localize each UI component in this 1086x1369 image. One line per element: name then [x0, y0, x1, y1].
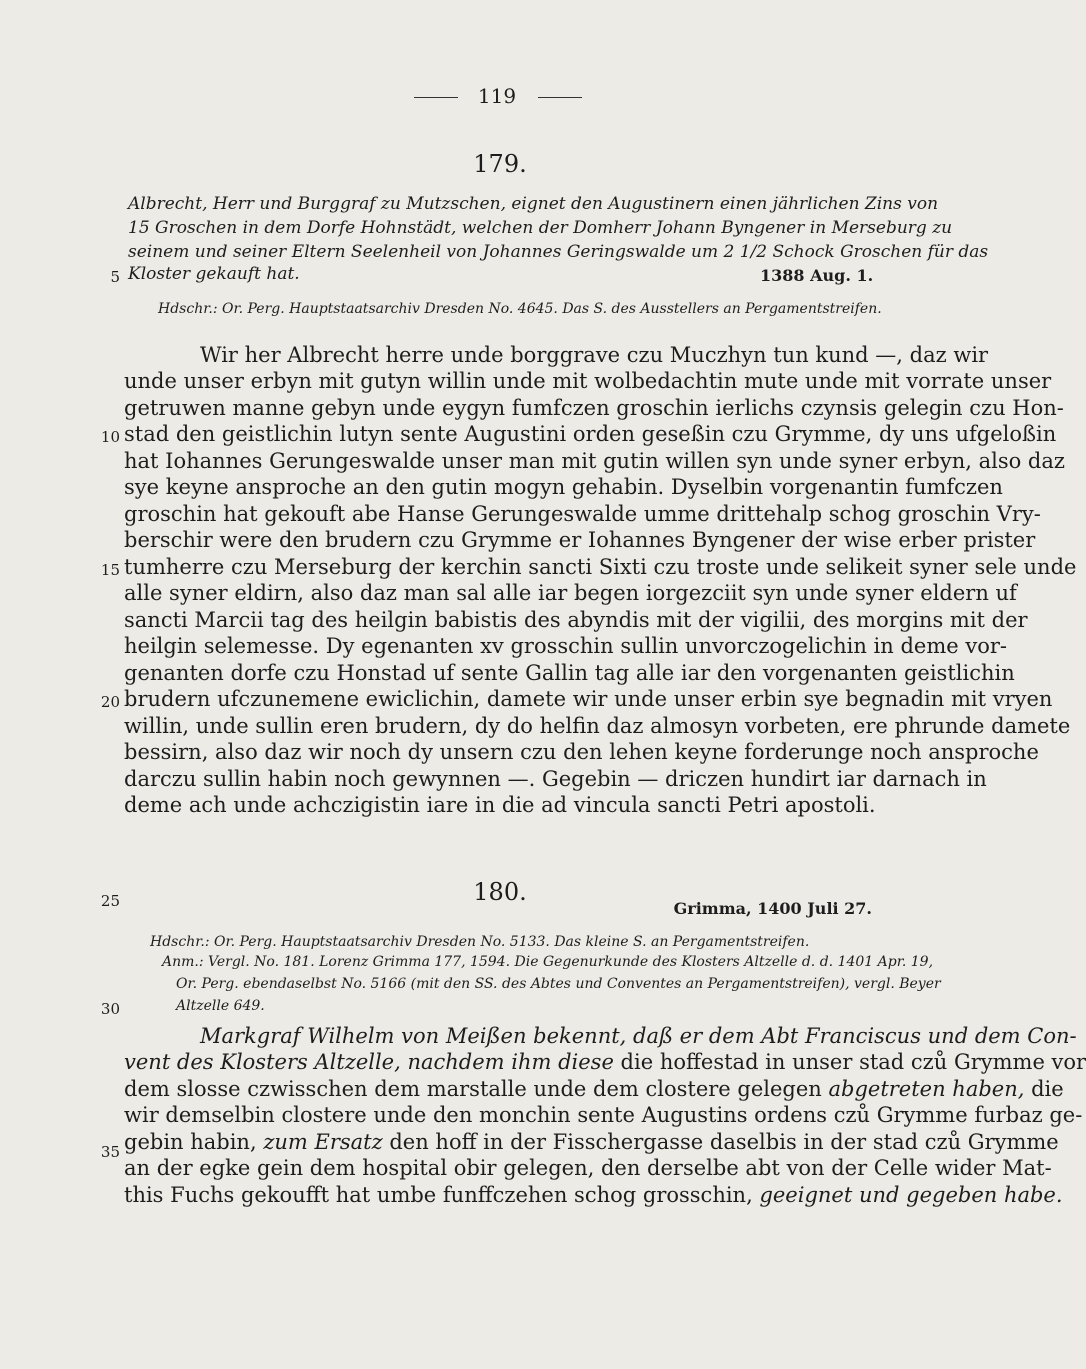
text-line: deme ach unde achczigistin iare in die ad vincula sancti Petri apostoli.	[124, 793, 876, 817]
regest-line-1: Albrecht, Herr und Burggraf zu Mutzschen, eignet den Augustinern einen jährlichen Zins von	[128, 194, 939, 214]
text-line: sancti Marcii tag des heilgin babistis des abyndis mit der vigilii, des morgins mit der	[124, 608, 1028, 632]
text-line: groschin hat gekouft abe Hanse Gerungeswalde umme drittehalp schog groschin Vry-	[124, 502, 1041, 526]
source-note-179: Hdschr.: Or. Perg. Hauptstaatsarchiv Dresden No. 4645. Das S. des Ausstellers an Pergamentstreifen.	[158, 301, 882, 317]
roman-span: wir demselbin clostere unde den monchin sente Augustins ordens czů Grymme furbaz ge-	[124, 1103, 1083, 1127]
text-line	[200, 1024, 1077, 1048]
document-date-179: 1388 Aug. 1.	[760, 266, 874, 285]
text-line	[124, 1103, 1083, 1127]
text-line: sye keyne ansproche an den gutin mogyn gehabin. Dyselbin vorgenantin fumfczen	[124, 475, 1003, 499]
roman-span: die hoffestad in unser stad czů Grymme vor	[613, 1050, 1086, 1074]
italic-span: Markgraf Wilhelm von Meißen bekennt, daß er dem Abt Franciscus und dem Con-	[200, 1024, 1077, 1048]
regest-line-3: seinem und seiner Eltern Seelenheil von Johannes Geringswalde um 2 1/2 Schock Groschen für das	[128, 242, 989, 262]
source-note-180-line: Altzelle 649.	[176, 998, 265, 1014]
text-line: getruwen manne gebyn unde eygyn fumfczen groschin ierlichs czynsis gelegin czu Hon-	[124, 396, 1064, 420]
page-number: 119	[477, 84, 517, 108]
roman-span: an der egke gein dem hospital obir gelegen, den derselbe abt von der Celle wider Mat-	[124, 1156, 1052, 1180]
source-note-180-line: Anm.: Vergl. No. 181. Lorenz Grimma 177, 1594. Die Gegenurkunde des Klosters Altzelle d. d. 1401 Apr. 19,	[162, 954, 934, 970]
italic-span: zum Ersatz	[263, 1130, 383, 1154]
regest-line-4: Kloster gekauft hat.	[128, 264, 300, 284]
text-line: stad den geistlichin lutyn sente Augustini orden geseßin czu Grymme, dy uns ufgeloßin	[124, 422, 1057, 446]
text-line: darczu sullin habin noch gewynnen —. Gegebin — driczen hundirt iar darnach in	[124, 767, 987, 791]
margin-line-number: 5	[110, 268, 120, 286]
margin-line-number: 10	[100, 428, 120, 446]
text-line	[124, 1183, 1063, 1207]
text-line: willin, unde sullin eren brudern, dy do helfin daz almosyn vorbeten, ere phrunde damete	[124, 714, 1071, 738]
italic-span: abgetreten haben,	[828, 1077, 1025, 1101]
roman-span: dem slosse czwisschen dem marstalle unde dem clostere gelegen	[124, 1077, 829, 1101]
roman-span: this Fuchs gekoufft hat umbe funffczehen schog grosschin,	[124, 1183, 760, 1207]
margin-line-number: 30	[100, 1000, 120, 1018]
margin-line-number: 25	[100, 892, 120, 910]
text-line: unde unser erbyn mit gutyn willin unde mit wolbedachtin mute unde mit vorrate unser	[124, 369, 1052, 393]
text-line	[124, 1077, 1064, 1101]
text-line	[124, 1130, 1059, 1154]
text-line: Wir her Albrecht herre unde borggrave czu Muczhyn tun kund —, daz wir	[200, 343, 989, 367]
text-line: tumherre czu Merseburg der kerchin sancti Sixti czu troste unde selikeit syner sele unde	[124, 555, 1077, 579]
text-line	[124, 1156, 1052, 1180]
text-line: hat Iohannes Gerungeswalde unser man mit gutin willen syn unde syner erbyn, also daz	[124, 449, 1065, 473]
text-line: alle syner eldirn, also daz man sal alle iar begen iorgezciit syn unde syner eldern uf	[124, 581, 1017, 605]
header-rule-left	[414, 97, 458, 98]
text-line: brudern ufczunemene ewiclichin, damete wir unde unser erbin sye begnadin mit vryen	[124, 687, 1053, 711]
roman-span: die	[1024, 1077, 1064, 1101]
text-line: heilgin selemesse. Dy egenanten xv grosschin sullin unvorczogelichin in deme vor-	[124, 634, 1008, 658]
italic-span: geeignet und gegeben habe.	[759, 1183, 1063, 1207]
roman-span: gebin habin,	[124, 1130, 264, 1154]
document-place-date-180: Grimma, 1400 Juli 27.	[673, 899, 872, 918]
source-note-180-line: Or. Perg. ebendaselbst No. 5166 (mit den SS. des Abtes und Conventes an Pergamentstreifen), vergl. Beyer	[176, 976, 941, 992]
document-number-180: 180.	[473, 878, 527, 906]
margin-line-number: 15	[100, 561, 120, 579]
text-line: genanten dorfe czu Honstad uf sente Gallin tag alle iar den vorgenanten geistlichin	[124, 661, 1015, 685]
italic-span: vent des Klosters Altzelle, nachdem ihm diese	[124, 1050, 614, 1074]
margin-line-number: 20	[100, 693, 120, 711]
header-rule-right	[538, 97, 582, 98]
regest-line-2: 15 Groschen in dem Dorfe Hohnstädt, welchen der Domherr Johann Byngener in Merseburg zu	[128, 218, 953, 238]
roman-span: den hoff in der Fisschergasse daselbis in der stad czů Grymme	[382, 1130, 1059, 1154]
text-line: berschir were den brudern czu Grymme er Iohannes Byngener der wise erber prister	[124, 528, 1036, 552]
text-line: bessirn, also daz wir noch dy unsern czu den lehen keyne forderunge noch ansproche	[124, 740, 1039, 764]
text-line	[124, 1050, 1086, 1074]
source-note-180-line: Hdschr.: Or. Perg. Hauptstaatsarchiv Dresden No. 5133. Das kleine S. an Pergamentstreifen.	[150, 934, 810, 950]
margin-line-number: 35	[100, 1143, 120, 1161]
document-number-179: 179.	[473, 150, 527, 178]
